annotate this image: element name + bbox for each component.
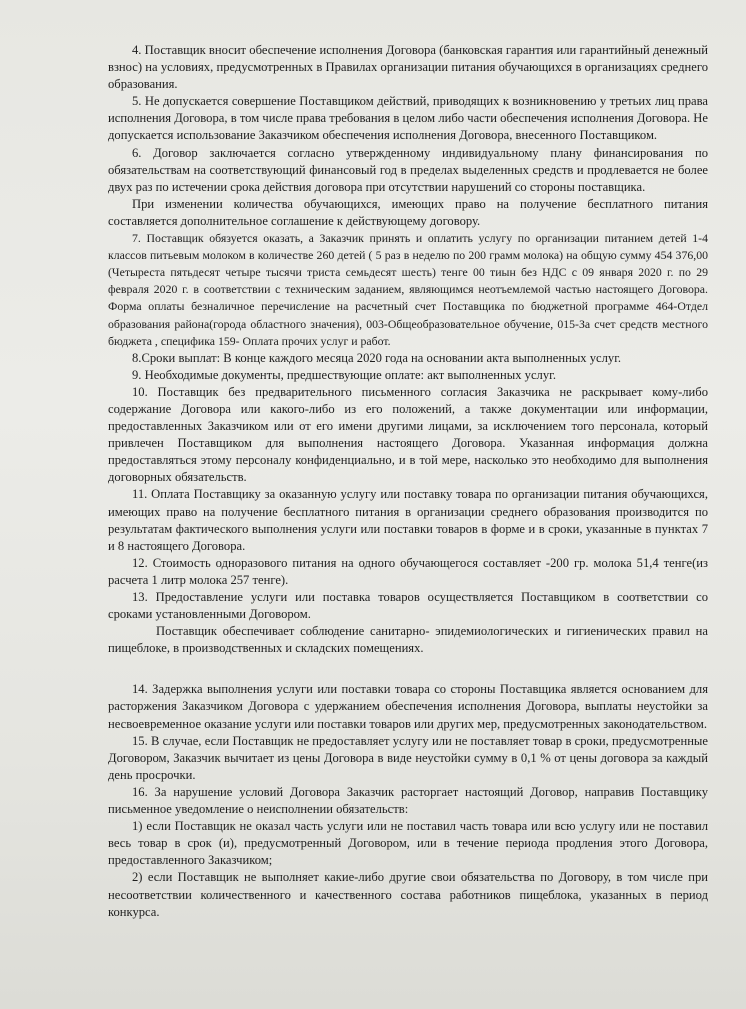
clause-5: 5. Не допускается совершение Поставщиком действий, приводящих к возникновению у третьих лиц права исполнения Договора, в том числе права требования в целом либо части обеспечения исполнения Договора. Не допускается использование Заказчиком обеспечения исполнения Договора, внесенного Поставщиком. [108, 94, 708, 143]
clause-13: 13. Предоставление услуги или поставка товаров осуществляется Поставщиком в соответствии со сроками установленными Договором. [108, 590, 708, 622]
clause-16: 16. За нарушение условий Договора Заказчик расторгает настоящий Договор, направив Поставщику письменное уведомление о неисполнении обязательств: [108, 784, 708, 817]
clause-8: 8.Сроки выплат: В конце каждого месяца 2020 года на основании акта выполненных услуг. [132, 350, 622, 365]
clause-6: 6. Договор заключается согласно утвержденному индивидуальному плану финансирования по обязательствам на соответствующий финансовый год в пределах выделенных средств и продлевается не более двух раз по истечении срока действия договора при отсутствии нарушений со стороны поставщика. [108, 145, 708, 194]
clause-9: 9. Необходимые документы, предшествующие оплате: акт выполненных услуг. [132, 367, 557, 382]
clause-16-item-1: 1) если Поставщик не оказал часть услуги или не поставил часть товара или всю услугу или не поставил весь товар в срок (и), предусмотренный Договором, или в течение периода продления этого Договора, предоставленного Заказчиком; [108, 819, 708, 868]
clause-11: 11. Оплата Поставщику за оказанную услугу или поставку товара по организации питания обучающихся, имеющих право на получение бесплатного питания в организации среднего образования производится по результатам фактического выполнения услуги или поставки товаров в форме и в сроки, указанные в пунктах 7 и 8 настоящего Договора. [108, 487, 708, 553]
clause-4: 4. Поставщик вносит обеспечение исполнения Договора (банковская гарантия или гарантийный денежный взнос) на условиях, предусмотренных в Правилах организации питания обучающихся в организациях среднего образования. [108, 43, 708, 92]
clause-15: 15. В случае, если Поставщик не предоставляет услугу или не поставляет товар в сроки, предусмотренные Договором, Заказчик вычитает из цены Договора в виде неустойки сумму в 0,1 % от цены договора за каждый день просрочки. [108, 733, 708, 782]
clause-6-note: При изменении количества обучающихся, имеющих право на получение бесплатного питания составляется дополнительное соглашение к действующему договору. [108, 196, 708, 228]
clause-7: 7. Поставщик обязуется оказать, а Заказчик принять и оплатить услугу по организации питанием детей 1-4 классов питьевым молоком в количестве 260 детей ( 5 раз в неделю по 200 грамм молока) на общую сумму 454 376,00 (Четыреста пятьдесят четыре тысячи триста семьдесят шесть) тенге 00 тиын без НДС с 09 января 2020 г. по 29 февраля 2020 г. в соответствии с техническим заданием, являющимся неотъемлемой частью настоящего Договора. Форма оплаты безналичное перечисление на расчетный счет Поставщика по бюджетной программе 464-Отдел образования района(города областного значения), 003-Общеобразовательное обучение, 015-За счет средств местного бюджета , специфика 159- Оплата прочих услуг и работ. [108, 231, 708, 348]
clause-16-item-2: 2) если Поставщик не выполняет какие-либо другие свои обязательства по Договору, в том числе при несоответствии количественного и качественного состава работников пищеблока, указанных в период конкурса. [108, 870, 708, 919]
document-body [108, 42, 708, 921]
clause-10: 10. Поставщик без предварительного письменного согласия Заказчика не раскрывает кому-либо содержание Договора или какого-либо из его положений, а также документации или информации, предоставленных Заказчиком или от его имени другими лицами, за исключением того персонала, который привлечен Поставщиком для выполнения настоящего Договора. Указанная информация должна предоставляться этому персоналу конфиденциально, и в той мере, насколько это необходимо для выполнения договорных обязательств. [108, 384, 708, 485]
clause-14: 14. Задержка выполнения услуги или поставки товара со стороны Поставщика является основанием для расторжения Заказчиком Договора с удержанием обеспечения исполнения Договора, выплаты неустойки за несвоевременное оказание услуги или поставки товаров или других мер, предусмотренных законодательством. [108, 682, 708, 731]
blank-gap [108, 657, 708, 681]
clause-12: 12. Стоимость одноразового питания на одного обучающегося составляет -200 гр. молока 51,4 тенге(из расчета 1 литр молока 257 тенге). [108, 555, 708, 587]
clause-13-note: Поставщик обеспечивает соблюдение санитарно- эпидемиологических и гигиенических правил на пищеблоке, в производственных и складских помещениях. [108, 624, 708, 656]
